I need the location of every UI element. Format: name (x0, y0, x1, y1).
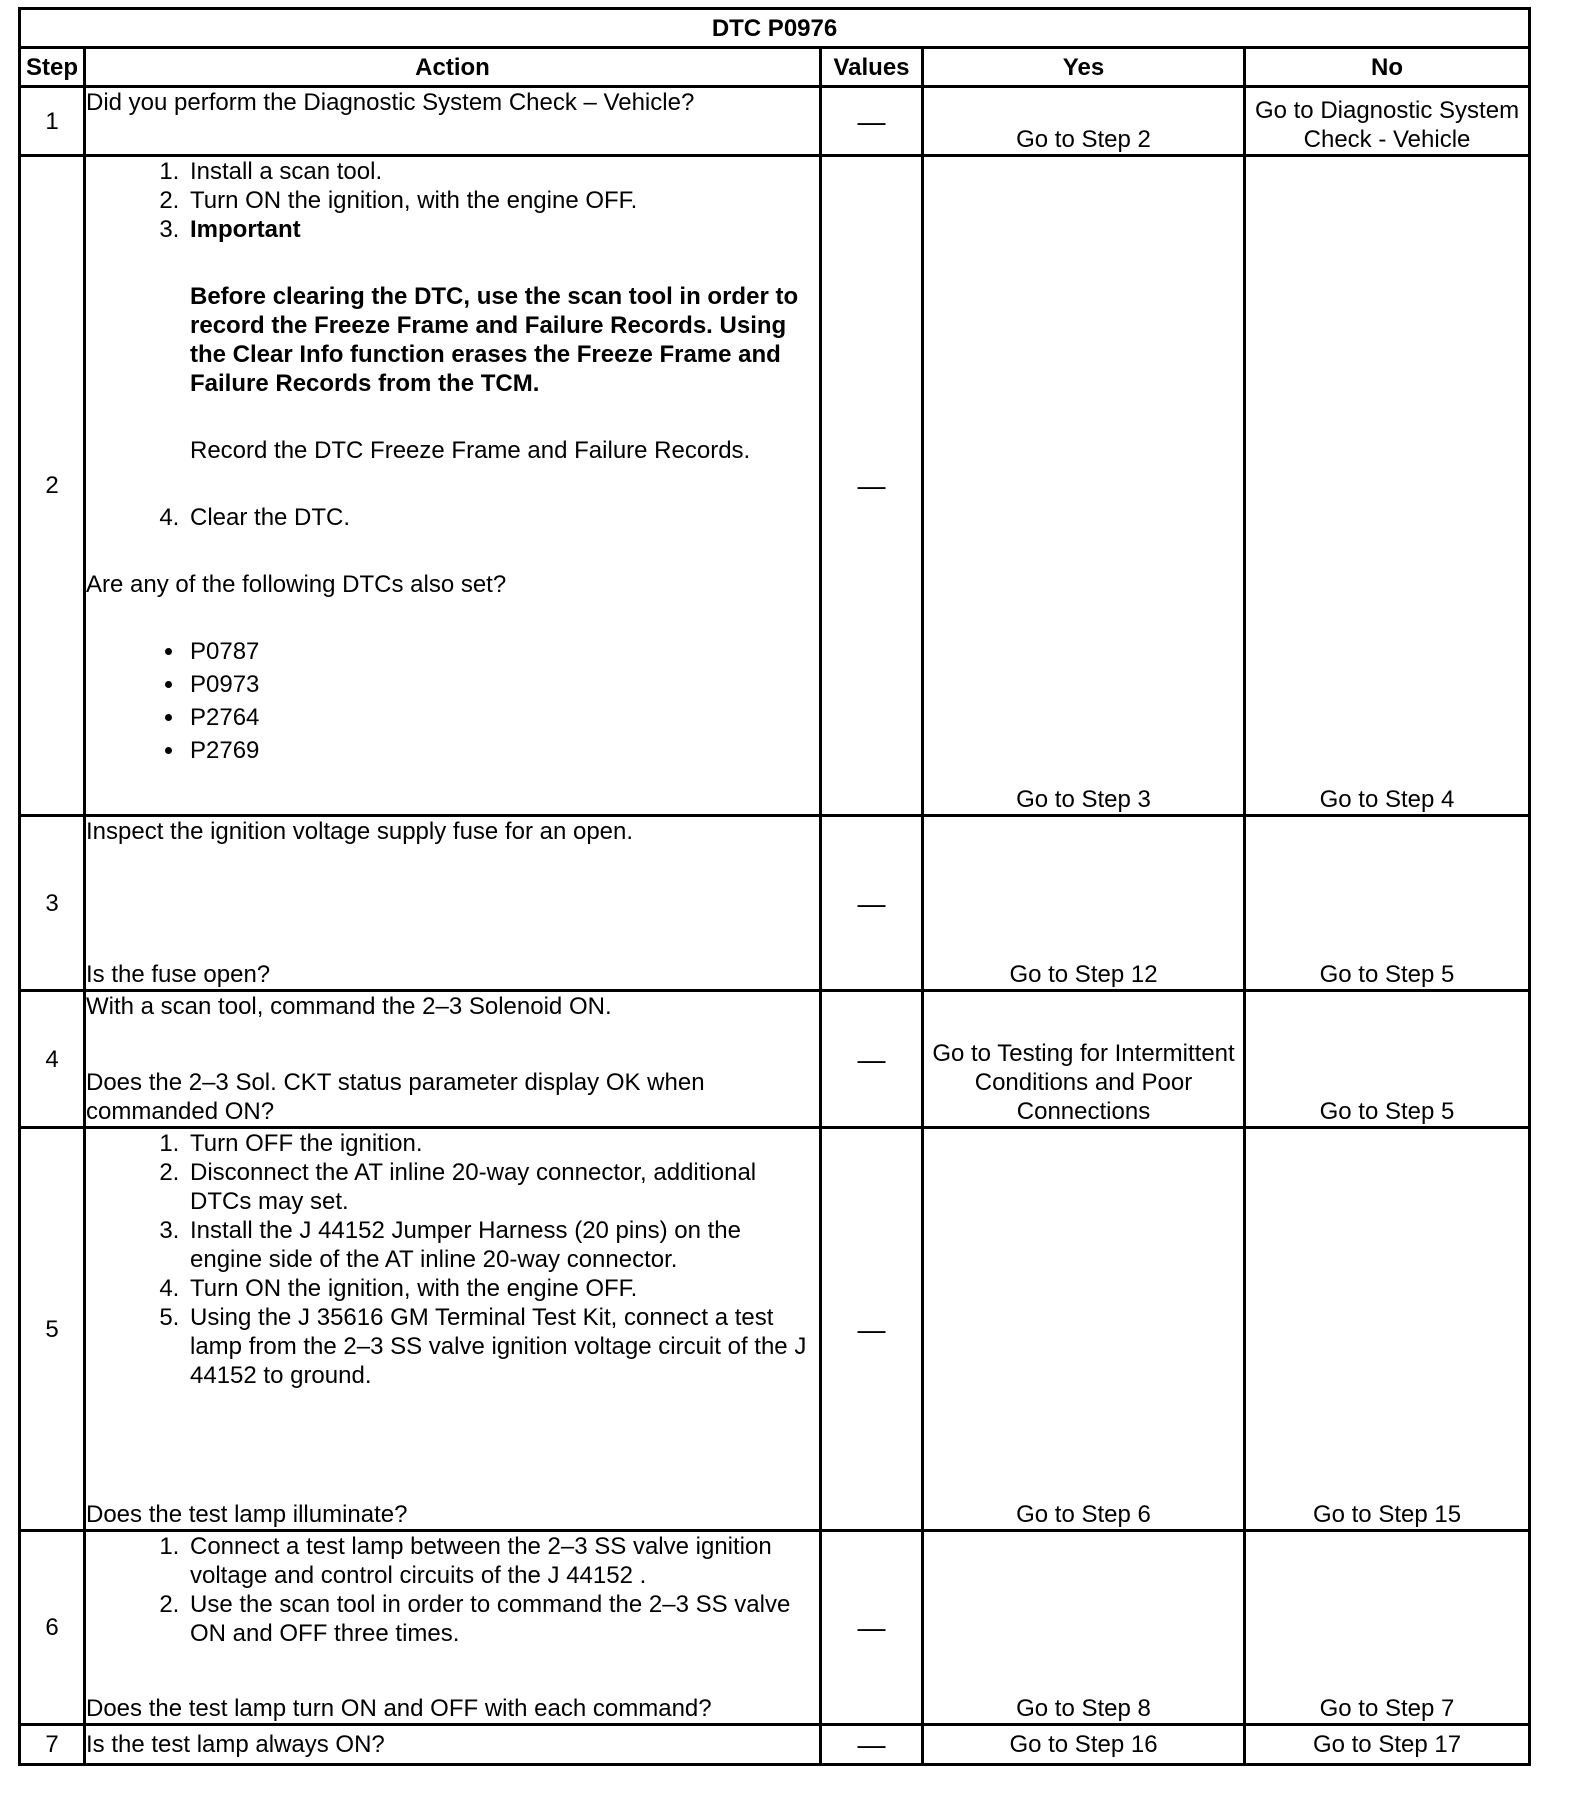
no-cell: Go to Step 5 (1245, 991, 1530, 1128)
table-row (20, 156, 1530, 816)
action-question: Did you perform the Diagnostic System Check – Vehicle? (86, 89, 695, 116)
step-number: 6 (20, 1531, 85, 1725)
no-cell: Go to Step 4 (1245, 156, 1530, 816)
values-cell: — (821, 87, 923, 156)
no-cell: Go to Step 7 (1245, 1531, 1530, 1725)
header-action: Action (85, 48, 821, 87)
action-steps (86, 1129, 819, 1390)
record-instruction: Record the DTC Freeze Frame and Failure Records. (190, 437, 751, 464)
action-step: 4. Clear the DTC. (186, 503, 819, 532)
dtc-table (18, 7, 1531, 1766)
step-number: 2 (20, 156, 85, 816)
header-yes: Yes (923, 48, 1245, 87)
action-step: 2. Use the scan tool in order to command the 2–3 SS valve ON and OFF three times. (186, 1590, 819, 1648)
no-cell: Go to Step 15 (1245, 1128, 1530, 1531)
action-question: Is the fuse open? (86, 961, 271, 988)
action-step: 2. Turn ON the ignition, with the engine OFF. (186, 186, 819, 215)
action-content (86, 817, 819, 989)
yes-cell: Go to Step 8 (923, 1531, 1245, 1725)
action-cell (85, 1725, 821, 1765)
header-no: No (1245, 48, 1530, 87)
dtc-code: • P2769 (186, 734, 819, 767)
header-values: Values (821, 48, 923, 87)
table-row (20, 816, 1530, 991)
action-step: 1. Turn OFF the ignition. (186, 1129, 819, 1158)
table-row (20, 1531, 1530, 1725)
yes-cell: Go to Step 3 (923, 156, 1245, 816)
yes-cell: Go to Step 2 (923, 87, 1245, 156)
action-question: Does the 2–3 Sol. CKT status parameter display OK when commanded ON? (86, 1069, 705, 1125)
values-cell: — (821, 1128, 923, 1531)
action-step: 5. Using the J 35616 GM Terminal Test Kit, connect a test lamp from the 2–3 SS valve ignition voltage circuit of the J 44152 to ground. (186, 1303, 819, 1390)
action-content (86, 1532, 819, 1723)
action-question: Does the test lamp illuminate? (86, 1501, 408, 1528)
no-cell: Go to Step 17 (1245, 1725, 1530, 1765)
action-cell (85, 1531, 821, 1725)
action-step: 3. Install the J 44152 Jumper Harness (20 pins) on the engine side of the AT inline 20-way connector. (186, 1216, 819, 1274)
step-number: 4 (20, 991, 85, 1128)
important-note: Before clearing the DTC, use the scan tool in order to record the Freeze Frame and Failure Records. Using the Clear Info function erases the Freeze Frame and Failure Records from the TCM. (190, 283, 799, 397)
action-question: Are any of the following DTCs also set? (86, 571, 507, 598)
action-text: With a scan tool, command the 2–3 Solenoid ON. (86, 993, 612, 1020)
yes-cell: Go to Testing for Intermittent Conditions and Poor Connections (923, 991, 1245, 1128)
values-cell: — (821, 156, 923, 816)
action-steps (86, 1532, 819, 1648)
step-number: 1 (20, 87, 85, 156)
important-label: Important (190, 216, 301, 243)
action-cell (85, 1128, 821, 1531)
header-row (20, 48, 1530, 87)
step-number: 5 (20, 1128, 85, 1531)
action-step: 1. Install a scan tool. (186, 157, 819, 186)
action-cell (85, 87, 821, 156)
yes-cell: Go to Step 16 (923, 1725, 1245, 1765)
table-title: DTC P0976 (20, 9, 1530, 48)
dtc-code-list (86, 635, 819, 767)
values-cell: — (821, 1725, 923, 1765)
action-content (86, 1129, 819, 1529)
yes-cell: Go to Step 6 (923, 1128, 1245, 1531)
action-step: 4. Turn ON the ignition, with the engine OFF. (186, 1274, 819, 1303)
action-text: Inspect the ignition voltage supply fuse for an open. (86, 818, 634, 845)
action-cell (85, 991, 821, 1128)
action-step: 2. Disconnect the AT inline 20-way connector, additional DTCs may set. (186, 1158, 819, 1216)
step-number: 3 (20, 816, 85, 991)
header-step: Step (20, 48, 85, 87)
no-cell: Go to Step 5 (1245, 816, 1530, 991)
action-cell (85, 816, 821, 991)
values-cell: — (821, 816, 923, 991)
action-content (86, 992, 819, 1126)
dtc-code: • P0787 (186, 635, 819, 668)
values-cell: — (821, 1531, 923, 1725)
dtc-code: • P2764 (186, 701, 819, 734)
values-cell: — (821, 991, 923, 1128)
action-cell (85, 156, 821, 816)
yes-cell: Go to Step 12 (923, 816, 1245, 991)
action-steps (86, 157, 819, 532)
action-question: Is the test lamp always ON? (86, 1731, 385, 1758)
table-row (20, 1128, 1530, 1531)
title-row (20, 9, 1530, 48)
table-row (20, 1725, 1530, 1765)
table-row (20, 87, 1530, 156)
action-step-important (186, 215, 819, 465)
dtc-code: • P0973 (186, 668, 819, 701)
table-row (20, 991, 1530, 1128)
action-question: Does the test lamp turn ON and OFF with each command? (86, 1695, 712, 1722)
no-cell: Go to Diagnostic System Check - Vehicle (1245, 87, 1530, 156)
action-step: 1. Connect a test lamp between the 2–3 SS valve ignition voltage and control circuits of the J 44152 . (186, 1532, 819, 1590)
step-number: 7 (20, 1725, 85, 1765)
